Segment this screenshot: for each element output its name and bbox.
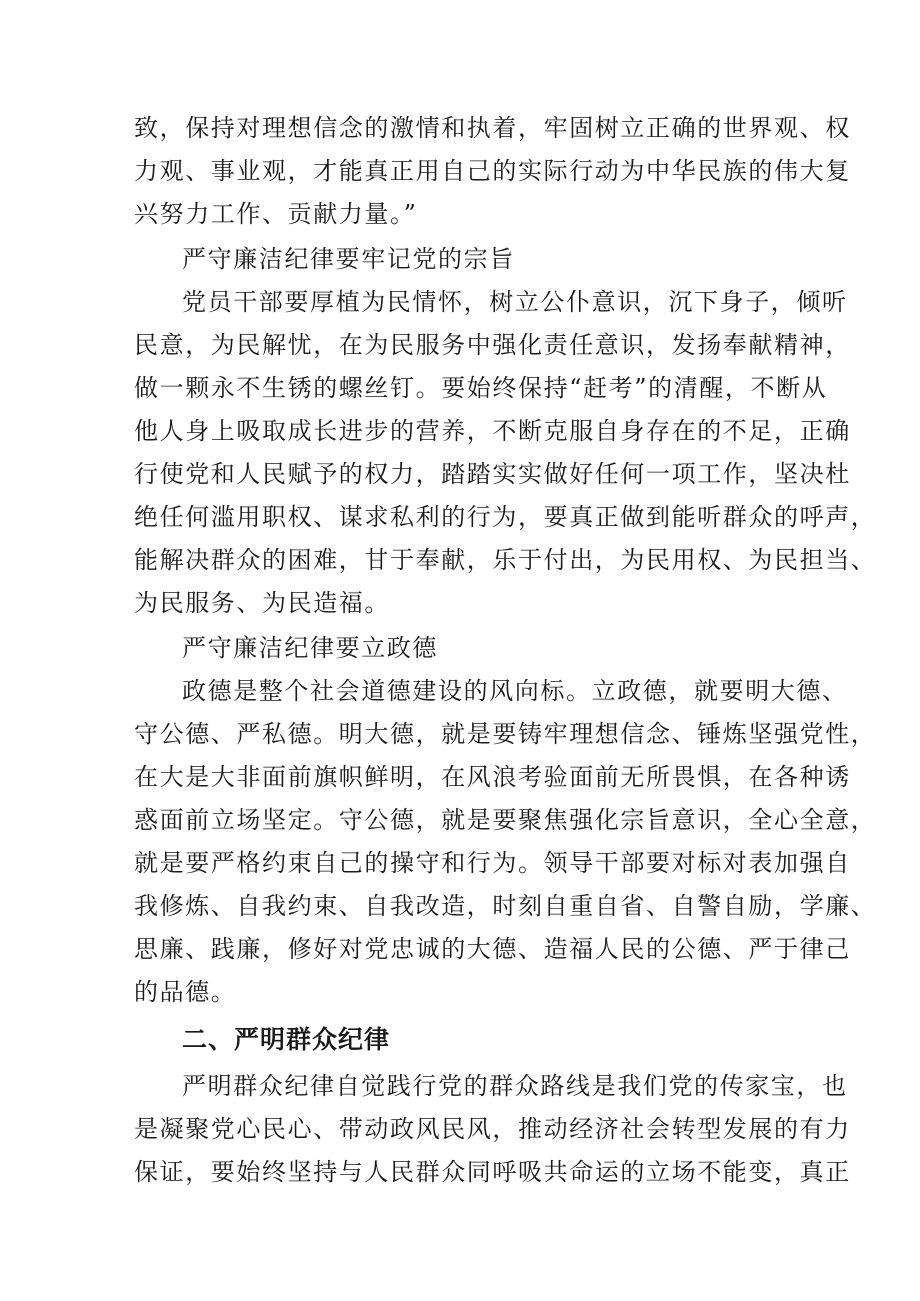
paragraph-line: 严明群众纪律自觉践行党的群众路线是我们党的传家宝，也	[182, 1072, 848, 1100]
paragraph-line: 绝任何滥用职权、谋求私利的行为，要真正做到能听群众的呼声，	[134, 503, 877, 531]
paragraph-line: 他人身上吸取成长进步的营养，不断克服自身存在的不足，正确	[134, 417, 851, 445]
paragraph-line: 守公德、严私德。明大德，就是要铸牢理想信念、锤炼坚强党性，	[134, 720, 877, 748]
subheading-political-virtue: 严守廉洁纪律要立政德	[182, 634, 438, 662]
paragraph-line: 能解决群众的困难，甘于奉献，乐于付出，为民用权、为民担当、	[134, 546, 877, 574]
section-heading-mass-discipline: 二、严明群众纪律	[182, 1025, 391, 1054]
paragraph-line: 是凝聚党心民心、带动政风民风，推动经济社会转型发展的有力	[134, 1115, 851, 1143]
paragraph-line: 保证，要始终坚持与人民群众同呼吸共命运的立场不能变，真正	[134, 1158, 851, 1186]
paragraph-line: 我修炼、自我约束、自我改造，时刻自重自省、自警自励，学廉、	[134, 892, 877, 920]
paragraph-line: 兴努力工作、贡献力量。”	[134, 200, 418, 228]
paragraph-line: 就是要严格约束自己的操守和行为。领导干部要对标对表加强自	[134, 849, 851, 877]
subheading-party-purpose: 严守廉洁纪律要牢记党的宗旨	[182, 245, 515, 273]
paragraph-line: 党员干部要厚植为民情怀，树立公仆意识，沉下身子，倾听	[182, 288, 848, 316]
paragraph-line: 力观、事业观，才能真正用自己的实际行动为中华民族的伟大复	[134, 157, 851, 185]
paragraph-line: 政德是整个社会道德建设的风向标。立政德，就要明大德、	[182, 677, 848, 705]
paragraph-line: 在大是大非面前旗帜鲜明，在风浪考验面前无所畏惧，在各种诱	[134, 763, 851, 791]
paragraph-line: 行使党和人民赋予的权力，踏踏实实做好任何一项工作，坚决杜	[134, 460, 851, 488]
paragraph-line: 的品德。	[134, 978, 237, 1006]
paragraph-line: 民意，为民解忧，在为民服务中强化责任意识，发扬奉献精神，	[134, 331, 851, 359]
paragraph-line: 为民服务、为民造福。	[134, 589, 390, 617]
paragraph-line: 致，保持对理想信念的激情和执着，牢固树立正确的世界观、权	[134, 114, 851, 142]
paragraph-line: 做一颗永不生锈的螺丝钉。要始终保持“赶考”的清醒，不断从	[134, 374, 828, 402]
paragraph-line: 思廉、践廉，修好对党忠诚的大德、造福人民的公德、严于律己	[134, 935, 851, 963]
paragraph-line: 惑面前立场坚定。守公德，就是要聚焦强化宗旨意识，全心全意，	[134, 806, 877, 834]
